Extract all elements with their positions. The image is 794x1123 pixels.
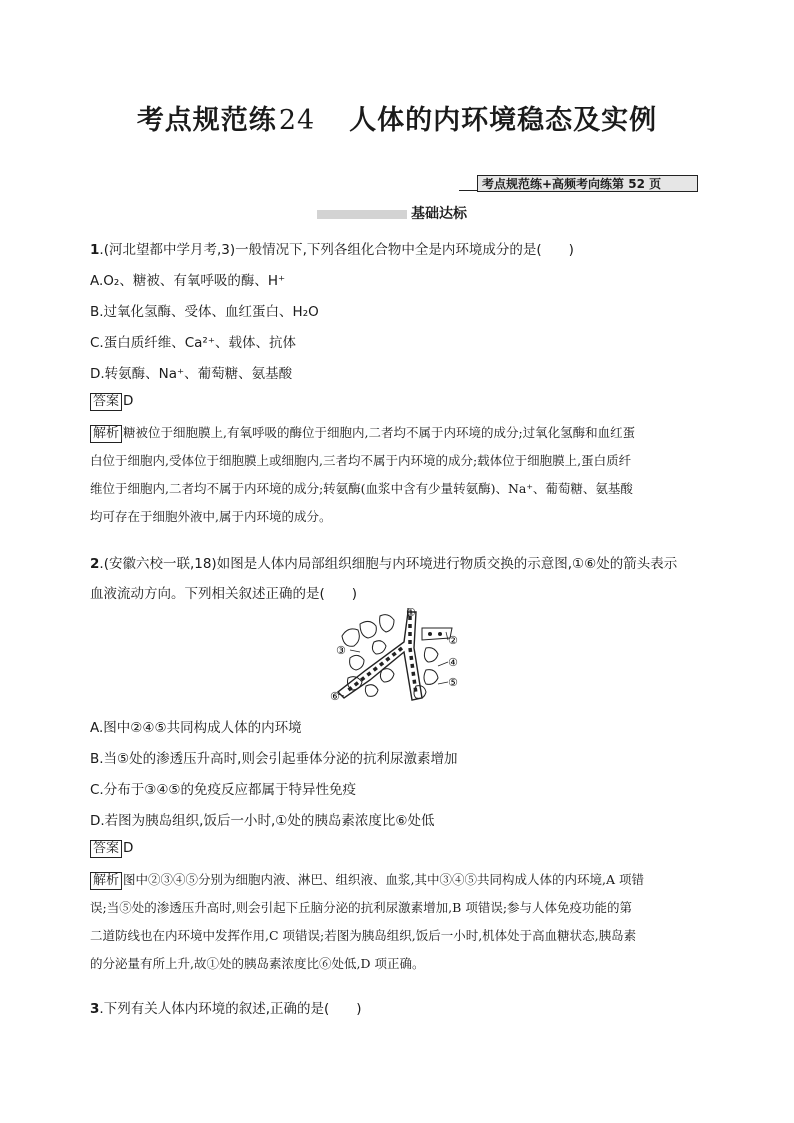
label-1: ① [406,608,416,619]
label-5: ⑤ [448,676,458,689]
reference-underline [459,190,478,191]
q1-stem-text: .(河北望都中学月考,3)一般情况下,下列各组化合物中全是内环境成分的是( ) [99,242,574,258]
q1-option-b: B.过氧化氢酶、受体、血红蛋白、H₂O [90,304,319,320]
reference-box: 考点规范练+高频考向练第 52 页 [477,175,698,192]
q2-stem-line-2: 血液流动方向。下列相关叙述正确的是( ) [90,586,358,602]
q1-exp-line-2: 白位于细胞内,受体位于细胞膜上或细胞内,三者均不属于内环境的成分;载体位于细胞膜上,蛋白质纤 [90,453,632,468]
title-subtitle: 人体的内环境稳态及实例 [349,105,658,136]
explanation-tag: 解析 [90,872,122,890]
q1-number: 1 [90,242,100,258]
q2-option-d: D.若图为胰岛组织,饭后一小时,①处的胰岛素浓度比⑥处低 [90,813,435,829]
q3-stem: 3.下列有关人体内环境的叙述,正确的是( ) [90,1001,362,1017]
page-title [0,98,794,137]
q3-number: 3 [90,1001,100,1017]
q2-exp-line-1: 解析 图中②③④⑤分别为细胞内液、淋巴、组织液、血浆,其中③④⑤共同构成人体的内环境,A 项错 [90,866,702,894]
label-4: ④ [448,656,458,669]
q2-exp-line-2: 误;当⑤处的渗透压升高时,则会引起下丘脑分泌的抗利尿激素增加,B 项错误;参与人体免疫功能的第 [90,900,633,915]
q1-explanation [90,419,702,531]
q2-answer-value: D [123,840,134,856]
q2-exp-line-4: 的分泌量有所上升,故①处的胰岛素浓度比⑥处低,D 项正确。 [90,956,425,971]
q2-exp-line-3: 二道防线也在内环境中发挥作用,C 项错误;若图为胰岛组织,饭后一小时,机体处于高血糖状态,胰岛素 [90,928,637,943]
answer-tag: 答案 [90,840,122,858]
label-6: ⑥ [330,690,340,703]
q1-option-d: D.转氨酶、Na⁺、葡萄糖、氨基酸 [90,366,293,382]
answer-tag: 答案 [90,393,122,411]
q2-option-c: C.分布于③④⑤的免疫反应都属于特异性免疫 [90,782,357,798]
q2-number: 2 [90,556,100,572]
q2-stem-line-1: 2.(安徽六校一联,18)如图是人体内局部组织细胞与内环境进行物质交换的示意图,①⑥处的箭头表示 [90,556,678,572]
explanation-tag: 解析 [90,425,122,443]
q1-option-a: A.O₂、糖被、有氧呼吸的酶、H⁺ [90,273,286,289]
title-main: 考点规范练 [136,105,277,136]
label-2: ② [448,634,458,647]
tissue-exchange-diagram [330,608,465,704]
q2-option-a: A.图中②④⑤共同构成人体的内环境 [90,720,302,736]
q1-stem [90,238,574,258]
q1-answer [90,393,133,411]
title-number: 24 [278,105,316,136]
section-title: 基础达标 [411,206,467,222]
q2-answer [90,840,133,858]
q1-exp-line-3: 维位于细胞内,二者均不属于内环境的成分;转氨酶(血浆中含有少量转氨酶)、Na⁺、葡萄糖、氨基酸 [90,481,633,496]
section-bar [317,210,407,219]
q1-answer-value: D [123,393,134,409]
q1-option-c: C.蛋白质纤维、Ca²⁺、载体、抗体 [90,335,296,351]
q1-exp-line-4: 均可存在于细胞外液中,属于内环境的成分。 [90,509,332,524]
label-3: ③ [336,644,346,657]
section-heading [317,205,517,223]
q1-exp-line-1: 解析 糖被位于细胞膜上,有氧呼吸的酶位于细胞内,二者均不属于内环境的成分;过氧化氢酶和血红蛋 [90,419,702,447]
q2-explanation [90,866,702,978]
q2-option-b: B.当⑤处的渗透压升高时,则会引起垂体分泌的抗利尿激素增加 [90,751,458,767]
